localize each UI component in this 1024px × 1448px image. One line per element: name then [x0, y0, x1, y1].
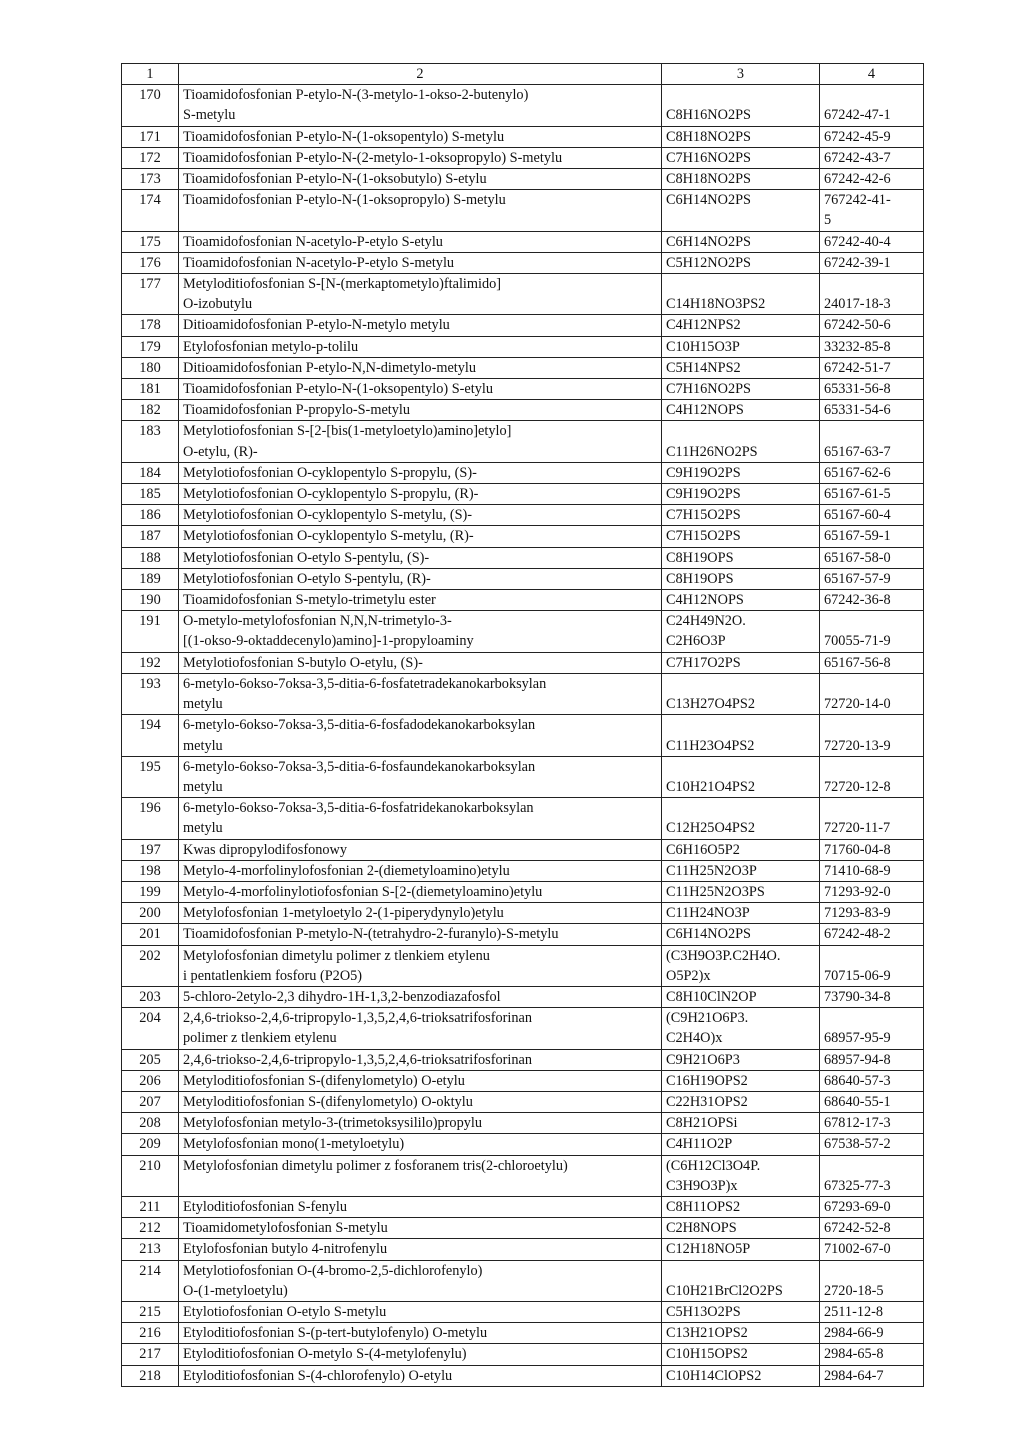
cas-number: 67242-42-6 [820, 169, 924, 190]
table-row [122, 903, 924, 924]
table-row [122, 231, 924, 252]
substance-name: Tioamidofosfonian P-etylo-N-(3-metylo-1-okso-2-butenylo) S-metylu [179, 85, 662, 126]
substance-name: Metylotiofosfonian O-cyklopentylo S-propylu, (S)- [179, 462, 662, 483]
molecular-formula: C7H17O2PS [662, 652, 820, 673]
row-number: 195 [122, 756, 179, 797]
table-row [122, 252, 924, 273]
header-col-2: 2 [179, 64, 662, 85]
molecular-formula: C11H25N2O3P [662, 860, 820, 881]
cas-number: 67242-43-7 [820, 147, 924, 168]
molecular-formula: C8H18NO2PS [662, 126, 820, 147]
cas-number: 65167-58-0 [820, 547, 924, 568]
row-number: 209 [122, 1134, 179, 1155]
molecular-formula: C8H21OPSi [662, 1113, 820, 1134]
row-number: 196 [122, 798, 179, 839]
table-row [122, 336, 924, 357]
substance-name: Etylotiofosfonian O-etylo S-metylu [179, 1301, 662, 1322]
chemical-register-table [121, 63, 924, 1387]
cas-number: 72720-11-7 [820, 798, 924, 839]
molecular-formula: C10H15O3P [662, 336, 820, 357]
molecular-formula: (C6H12Cl3O4P. C3H9O3P)x [662, 1155, 820, 1196]
substance-name: Metylofosfonian dimetylu polimer z tlenkiem etylenu i pentatlenkiem fosforu (P2O5) [179, 945, 662, 986]
substance-name: Tioamidofosfonian P-etylo-N-(1-oksopropylo) S-metylu [179, 190, 662, 231]
molecular-formula: C24H49N2O. C2H6O3P [662, 611, 820, 652]
cas-number: 67242-50-6 [820, 315, 924, 336]
row-number: 174 [122, 190, 179, 231]
row-number: 176 [122, 252, 179, 273]
substance-name: Metylotiofosfonian O-cyklopentylo S-metylu, (R)- [179, 526, 662, 547]
substance-name: Metylofosfonian metylo-3-(trimetoksysililo)propylu [179, 1113, 662, 1134]
cas-number: 67242-36-8 [820, 590, 924, 611]
molecular-formula: C5H12NO2PS [662, 252, 820, 273]
table-row [122, 126, 924, 147]
table-row [122, 1091, 924, 1112]
cas-number: 71293-92-0 [820, 881, 924, 902]
table-row [122, 169, 924, 190]
substance-name: Tioamidofosfonian S-metylo-trimetylu ester [179, 590, 662, 611]
table-row [122, 839, 924, 860]
row-number: 184 [122, 462, 179, 483]
molecular-formula: C5H14NPS2 [662, 357, 820, 378]
row-number: 172 [122, 147, 179, 168]
substance-name: Tioamidofosfonian N-acetylo-P-etylo S-metylu [179, 252, 662, 273]
molecular-formula: C14H18NO3PS2 [662, 274, 820, 315]
row-number: 205 [122, 1049, 179, 1070]
cas-number: 2720-18-5 [820, 1260, 924, 1301]
molecular-formula: C9H19O2PS [662, 484, 820, 505]
row-number: 202 [122, 945, 179, 986]
molecular-formula: C6H14NO2PS [662, 231, 820, 252]
substance-name: Metyloditiofosfonian S-[N-(merkaptometylo)ftalimido] O-izobutylu [179, 274, 662, 315]
substance-name: Etyloditiofosfonian S-(p-tert-butylofenylo) O-metylu [179, 1323, 662, 1344]
substance-name: Etyloditiofosfonian S-(4-chlorofenylo) O-etylu [179, 1365, 662, 1386]
cas-number: 67812-17-3 [820, 1113, 924, 1134]
substance-name: Kwas dipropylodifosfonowy [179, 839, 662, 860]
table-row [122, 85, 924, 126]
row-number: 185 [122, 484, 179, 505]
cas-number: 71293-83-9 [820, 903, 924, 924]
substance-name: Metylo-4-morfolinylofosfonian 2-(diemetyloamino)etylu [179, 860, 662, 881]
cas-number: 68957-94-8 [820, 1049, 924, 1070]
row-number: 200 [122, 903, 179, 924]
substance-name: Tioamidofosfonian P-etylo-N-(1-oksopentylo) S-metylu [179, 126, 662, 147]
table-row [122, 1070, 924, 1091]
row-number: 193 [122, 673, 179, 714]
row-number: 181 [122, 379, 179, 400]
molecular-formula: C5H13O2PS [662, 1301, 820, 1322]
cas-number: 67242-39-1 [820, 252, 924, 273]
row-number: 199 [122, 881, 179, 902]
row-number: 194 [122, 715, 179, 756]
row-number: 179 [122, 336, 179, 357]
substance-name: 6-metylo-6okso-7oksa-3,5-ditia-6-fosfatridekanokarboksylan metylu [179, 798, 662, 839]
substance-name: Metylotiofosfonian O-etylo S-pentylu, (R)- [179, 568, 662, 589]
table-row [122, 1155, 924, 1196]
row-number: 183 [122, 421, 179, 462]
table-row [122, 945, 924, 986]
molecular-formula: C10H21O4PS2 [662, 756, 820, 797]
molecular-formula: C10H15OPS2 [662, 1344, 820, 1365]
row-number: 170 [122, 85, 179, 126]
molecular-formula: C9H21O6P3 [662, 1049, 820, 1070]
substance-name: Metylofosfonian 1-metyloetylo 2-(1-piperydynylo)etylu [179, 903, 662, 924]
cas-number: 71002-67-0 [820, 1239, 924, 1260]
table-row [122, 1239, 924, 1260]
substance-name: Metylofosfonian dimetylu polimer z fosforanem tris(2-chloroetylu) [179, 1155, 662, 1196]
row-number: 213 [122, 1239, 179, 1260]
molecular-formula: (C9H21O6P3. C2H4O)x [662, 1008, 820, 1049]
cas-number: 33232-85-8 [820, 336, 924, 357]
molecular-formula: C11H24NO3P [662, 903, 820, 924]
row-number: 186 [122, 505, 179, 526]
molecular-formula: C13H21OPS2 [662, 1323, 820, 1344]
row-number: 197 [122, 839, 179, 860]
table-row [122, 1365, 924, 1386]
row-number: 191 [122, 611, 179, 652]
molecular-formula: C7H15O2PS [662, 526, 820, 547]
cas-number: 67293-69-0 [820, 1196, 924, 1217]
row-number: 182 [122, 400, 179, 421]
molecular-formula: C7H16NO2PS [662, 147, 820, 168]
table-row [122, 611, 924, 652]
cas-number: 65167-61-5 [820, 484, 924, 505]
molecular-formula: C6H14NO2PS [662, 924, 820, 945]
row-number: 190 [122, 590, 179, 611]
cas-number: 2984-64-7 [820, 1365, 924, 1386]
cas-number: 67242-47-1 [820, 85, 924, 126]
molecular-formula: C10H21BrCl2O2PS [662, 1260, 820, 1301]
molecular-formula: C22H31OPS2 [662, 1091, 820, 1112]
table-row [122, 1218, 924, 1239]
row-number: 207 [122, 1091, 179, 1112]
substance-name: Metylofosfonian mono(1-metyloetylu) [179, 1134, 662, 1155]
cas-number: 72720-12-8 [820, 756, 924, 797]
molecular-formula: C6H16O5P2 [662, 839, 820, 860]
cas-number: 73790-34-8 [820, 986, 924, 1007]
molecular-formula: C8H10ClN2OP [662, 986, 820, 1007]
molecular-formula: C11H23O4PS2 [662, 715, 820, 756]
cas-number: 2984-66-9 [820, 1323, 924, 1344]
substance-name: Etyloditiofosfonian O-metylo S-(4-metylofenylu) [179, 1344, 662, 1365]
cas-number: 67242-45-9 [820, 126, 924, 147]
molecular-formula: C11H25N2O3PS [662, 881, 820, 902]
molecular-formula: C13H27O4PS2 [662, 673, 820, 714]
table-row [122, 484, 924, 505]
cas-number: 65167-56-8 [820, 652, 924, 673]
table-row [122, 1196, 924, 1217]
table-row [122, 673, 924, 714]
substance-name: Ditioamidofosfonian P-etylo-N,N-dimetylo-metylu [179, 357, 662, 378]
table-row [122, 421, 924, 462]
row-number: 177 [122, 274, 179, 315]
cas-number: 67538-57-2 [820, 1134, 924, 1155]
substance-name: Metyloditiofosfonian S-(difenylometylo) O-etylu [179, 1070, 662, 1091]
table-header-row [122, 64, 924, 85]
header-col-3: 3 [662, 64, 820, 85]
substance-name: Tioamidofosfonian P-etylo-N-(1-oksobutylo) S-etylu [179, 169, 662, 190]
table-row [122, 274, 924, 315]
substance-name: 2,4,6-triokso-2,4,6-tripropylo-1,3,5,2,4,6-trioksatrifosforinan [179, 1049, 662, 1070]
row-number: 189 [122, 568, 179, 589]
table-row [122, 1260, 924, 1301]
cas-number: 767242-41- 5 [820, 190, 924, 231]
table-row [122, 715, 924, 756]
row-number: 218 [122, 1365, 179, 1386]
substance-name: Tioamidometylofosfonian S-metylu [179, 1218, 662, 1239]
cas-number: 72720-14-0 [820, 673, 924, 714]
substance-name: Metylotiofosfonian O-cyklopentylo S-propylu, (R)- [179, 484, 662, 505]
molecular-formula: C7H16NO2PS [662, 379, 820, 400]
table-row [122, 400, 924, 421]
molecular-formula: (C3H9O3P.C2H4O. O5P2)x [662, 945, 820, 986]
row-number: 210 [122, 1155, 179, 1196]
cas-number: 67325-77-3 [820, 1155, 924, 1196]
substance-name: 6-metylo-6okso-7oksa-3,5-ditia-6-fosfatetradekanokarboksylan metylu [179, 673, 662, 714]
cas-number: 68640-57-3 [820, 1070, 924, 1091]
table-row [122, 505, 924, 526]
cas-number: 68640-55-1 [820, 1091, 924, 1112]
cas-number: 72720-13-9 [820, 715, 924, 756]
row-number: 204 [122, 1008, 179, 1049]
row-number: 188 [122, 547, 179, 568]
row-number: 187 [122, 526, 179, 547]
substance-name: Etylofosfonian butylo 4-nitrofenylu [179, 1239, 662, 1260]
substance-name: O-metylo-metylofosfonian N,N,N-trimetylo-3- [(1-okso-9-oktaddecenylo)amino]-1-propyloaminy [179, 611, 662, 652]
row-number: 206 [122, 1070, 179, 1091]
molecular-formula: C4H12NOPS [662, 400, 820, 421]
header-col-4: 4 [820, 64, 924, 85]
substance-name: 5-chloro-2etylo-2,3 dihydro-1H-1,3,2-benzodiazafosfol [179, 986, 662, 1007]
molecular-formula: C2H8NOPS [662, 1218, 820, 1239]
molecular-formula: C9H19O2PS [662, 462, 820, 483]
molecular-formula: C8H16NO2PS [662, 85, 820, 126]
cas-number: 70715-06-9 [820, 945, 924, 986]
table-row [122, 547, 924, 568]
cas-number: 71410-68-9 [820, 860, 924, 881]
table-row [122, 315, 924, 336]
cas-number: 2511-12-8 [820, 1301, 924, 1322]
cas-number: 65331-56-8 [820, 379, 924, 400]
molecular-formula: C11H26NO2PS [662, 421, 820, 462]
table-row [122, 986, 924, 1007]
substance-name: Metylotiofosfonian O-etylo S-pentylu, (S)- [179, 547, 662, 568]
cas-number: 70055-71-9 [820, 611, 924, 652]
row-number: 198 [122, 860, 179, 881]
molecular-formula: C8H18NO2PS [662, 169, 820, 190]
cas-number: 65167-63-7 [820, 421, 924, 462]
table-body [122, 64, 924, 1387]
row-number: 208 [122, 1113, 179, 1134]
cas-number: 65167-60-4 [820, 505, 924, 526]
cas-number: 65331-54-6 [820, 400, 924, 421]
cas-number: 2984-65-8 [820, 1344, 924, 1365]
substance-name: Metyloditiofosfonian S-(difenylometylo) O-oktylu [179, 1091, 662, 1112]
molecular-formula: C4H12NOPS [662, 590, 820, 611]
substance-name: Etyloditiofosfonian S-fenylu [179, 1196, 662, 1217]
table-row [122, 881, 924, 902]
table-row [122, 1344, 924, 1365]
molecular-formula: C6H14NO2PS [662, 190, 820, 231]
table-row [122, 1134, 924, 1155]
table-row [122, 568, 924, 589]
cas-number: 65167-59-1 [820, 526, 924, 547]
table-row [122, 756, 924, 797]
substance-name: Etylofosfonian metylo-p-tolilu [179, 336, 662, 357]
table-row [122, 860, 924, 881]
molecular-formula: C8H19OPS [662, 568, 820, 589]
row-number: 180 [122, 357, 179, 378]
substance-name: Ditioamidofosfonian P-etylo-N-metylo metylu [179, 315, 662, 336]
row-number: 211 [122, 1196, 179, 1217]
table-row [122, 1008, 924, 1049]
row-number: 217 [122, 1344, 179, 1365]
row-number: 173 [122, 169, 179, 190]
cas-number: 67242-40-4 [820, 231, 924, 252]
substance-name: 2,4,6-triokso-2,4,6-tripropylo-1,3,5,2,4,6-trioksatrifosforinan polimer z tlenkiem etylenu [179, 1008, 662, 1049]
substance-name: Metylotiofosfonian O-cyklopentylo S-metylu, (S)- [179, 505, 662, 526]
cas-number: 24017-18-3 [820, 274, 924, 315]
row-number: 178 [122, 315, 179, 336]
table-row [122, 590, 924, 611]
row-number: 175 [122, 231, 179, 252]
substance-name: 6-metylo-6okso-7oksa-3,5-ditia-6-fosfaundekanokarboksylan metylu [179, 756, 662, 797]
molecular-formula: C12H25O4PS2 [662, 798, 820, 839]
molecular-formula: C7H15O2PS [662, 505, 820, 526]
substance-name: Tioamidofosfonian P-propylo-S-metylu [179, 400, 662, 421]
row-number: 215 [122, 1301, 179, 1322]
substance-name: 6-metylo-6okso-7oksa-3,5-ditia-6-fosfadodekanokarboksylan metylu [179, 715, 662, 756]
cas-number: 71760-04-8 [820, 839, 924, 860]
substance-name: Metylotiofosfonian S-[2-[bis(1-metyloetylo)amino]etylo] O-etylu, (R)- [179, 421, 662, 462]
row-number: 201 [122, 924, 179, 945]
molecular-formula: C4H11O2P [662, 1134, 820, 1155]
table-row [122, 357, 924, 378]
table-row [122, 924, 924, 945]
table-row [122, 652, 924, 673]
row-number: 192 [122, 652, 179, 673]
cas-number: 68957-95-9 [820, 1008, 924, 1049]
table-row [122, 462, 924, 483]
cas-number: 67242-51-7 [820, 357, 924, 378]
table-row [122, 1049, 924, 1070]
table-row [122, 1113, 924, 1134]
table-row [122, 798, 924, 839]
molecular-formula: C4H12NPS2 [662, 315, 820, 336]
cas-number: 65167-62-6 [820, 462, 924, 483]
row-number: 203 [122, 986, 179, 1007]
row-number: 212 [122, 1218, 179, 1239]
substance-name: Metylotiofosfonian O-(4-bromo-2,5-dichlorofenylo) O-(1-metyloetylu) [179, 1260, 662, 1301]
table-row [122, 379, 924, 400]
substance-name: Tioamidofosfonian P-etylo-N-(2-metylo-1-oksopropylo) S-metylu [179, 147, 662, 168]
table-row [122, 147, 924, 168]
molecular-formula: C16H19OPS2 [662, 1070, 820, 1091]
substance-name: Tioamidofosfonian P-etylo-N-(1-oksopentylo) S-etylu [179, 379, 662, 400]
cas-number: 67242-48-2 [820, 924, 924, 945]
substance-name: Tioamidofosfonian N-acetylo-P-etylo S-etylu [179, 231, 662, 252]
cas-number: 67242-52-8 [820, 1218, 924, 1239]
substance-name: Metylotiofosfonian S-butylo O-etylu, (S)- [179, 652, 662, 673]
molecular-formula: C8H19OPS [662, 547, 820, 568]
header-col-1: 1 [122, 64, 179, 85]
row-number: 171 [122, 126, 179, 147]
table-row [122, 1301, 924, 1322]
substance-name: Tioamidofosfonian P-metylo-N-(tetrahydro-2-furanylo)-S-metylu [179, 924, 662, 945]
cas-number: 65167-57-9 [820, 568, 924, 589]
molecular-formula: C10H14ClOPS2 [662, 1365, 820, 1386]
row-number: 216 [122, 1323, 179, 1344]
substance-name: Metylo-4-morfolinylotiofosfonian S-[2-(diemetyloamino)etylu [179, 881, 662, 902]
row-number: 214 [122, 1260, 179, 1301]
molecular-formula: C12H18NO5P [662, 1239, 820, 1260]
table-row [122, 526, 924, 547]
table-row [122, 1323, 924, 1344]
table-row [122, 190, 924, 231]
molecular-formula: C8H11OPS2 [662, 1196, 820, 1217]
